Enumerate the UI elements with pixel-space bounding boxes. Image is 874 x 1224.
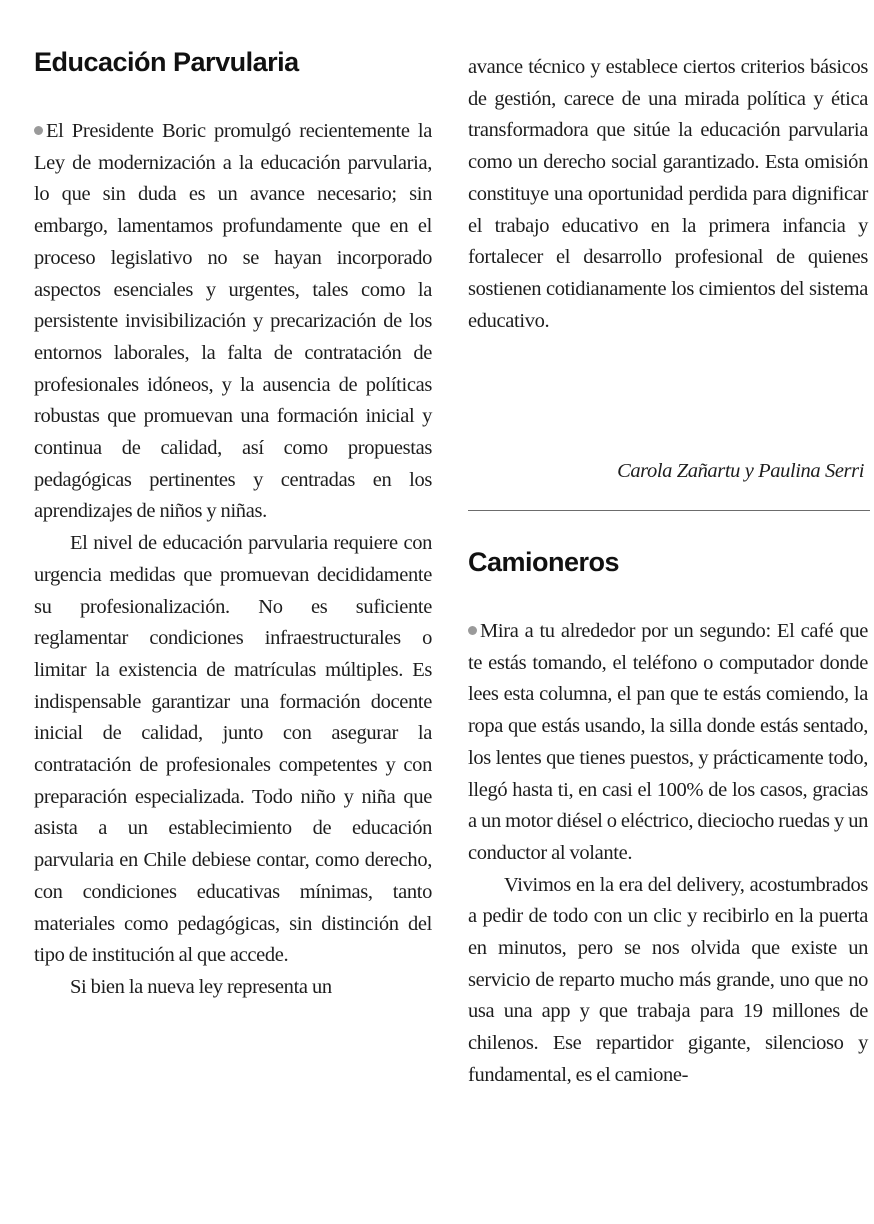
paragraph-2: El nivel de educación parvularia requiere con urgencia medidas que promuevan decididamente su profesionalización. No es suficiente reglamentar condiciones infraestructurales o limitar la existencia de matrículas múltiples. Es indispensable garantizar una formación docente inicial de calidad, junto con asegurar la contratación de profesionales competentes y con preparación especializada. Todo niño y niña que asista a un establecimiento de educación parvularia en Chile debiese contar, como derecho, con condiciones educativas mínimas, tanto materiales como pedagógicas, sin distinción del tipo de institución al que accede. <box>34 532 432 967</box>
paragraph-1 <box>34 116 432 528</box>
bullet-icon <box>468 626 477 635</box>
paragraph-1-text: El Presidente Boric promulgó recientemente la Ley de modernización a la educación parvularia, lo que sin duda es un avance necesario; sin embargo, lamentamos profundamente que en el proceso legislativo no se hayan incorporado aspectos esenciales y urgentes, tales como la persistente invisibilización y precarización de los entornos laborales, la falta de contratación de profesionales idóneos, y la ausencia de políticas robustas que promuevan una formación inicial y continua de calidad, así como propuestas pedagógicas pertinentes y centradas en los aprendizajes de niños y niñas. <box>34 120 432 523</box>
bullet-icon <box>34 126 43 135</box>
article-signature: Carola Zañartu y Paulina Serri <box>617 460 864 482</box>
camioneros-paragraph-1 <box>468 616 868 870</box>
article-body-educacion <box>34 116 432 1004</box>
headline-educacion-parvularia: Educación Parvularia <box>34 47 299 77</box>
headline-camioneros: Camioneros <box>468 547 620 577</box>
section-divider <box>468 510 870 511</box>
paragraph-3: Si bien la nueva ley representa un <box>70 975 332 998</box>
camioneros-paragraph-1-text: Mira a tu alrededor por un segundo: El café que te estás tomando, el teléfono o computador donde lees esta columna, el pan que te estás comiendo, la ropa que estás usando, la silla donde estás sentado, los lentes que tienes puestos, y prácticamente todo, llegó hasta ti, en casi el 100% de los casos, gracias a un motor diésel o eléctrico, dieciocho ruedas y un conductor al volante. <box>468 620 868 864</box>
article-body-continuation <box>468 52 868 337</box>
camioneros-paragraph-2: Vivimos en la era del delivery, acostumbrados a pedir de todo con un clic y recibirlo en la puerta en minutos, pero se nos olvida que existe un servicio de reparto mucho más grande, uno que no usa una app y que trabaja para 19 millones de chilenos. Ese repartidor gigante, silencioso y fundamental, es el camione- <box>468 873 868 1086</box>
article-body-camioneros <box>468 616 868 1092</box>
continuation-paragraph: avance técnico y establece ciertos criterios básicos de gestión, carece de una mirada política y ética transformadora que sitúe la educación parvularia como un derecho social garantizado. Esta omisión constituye una oportunidad perdida para dignificar el trabajo educativo en la primera infancia y fortalecer el desarrollo profesional de quienes sostienen cotidianamente los cimientos del sistema educativo. <box>468 56 868 332</box>
